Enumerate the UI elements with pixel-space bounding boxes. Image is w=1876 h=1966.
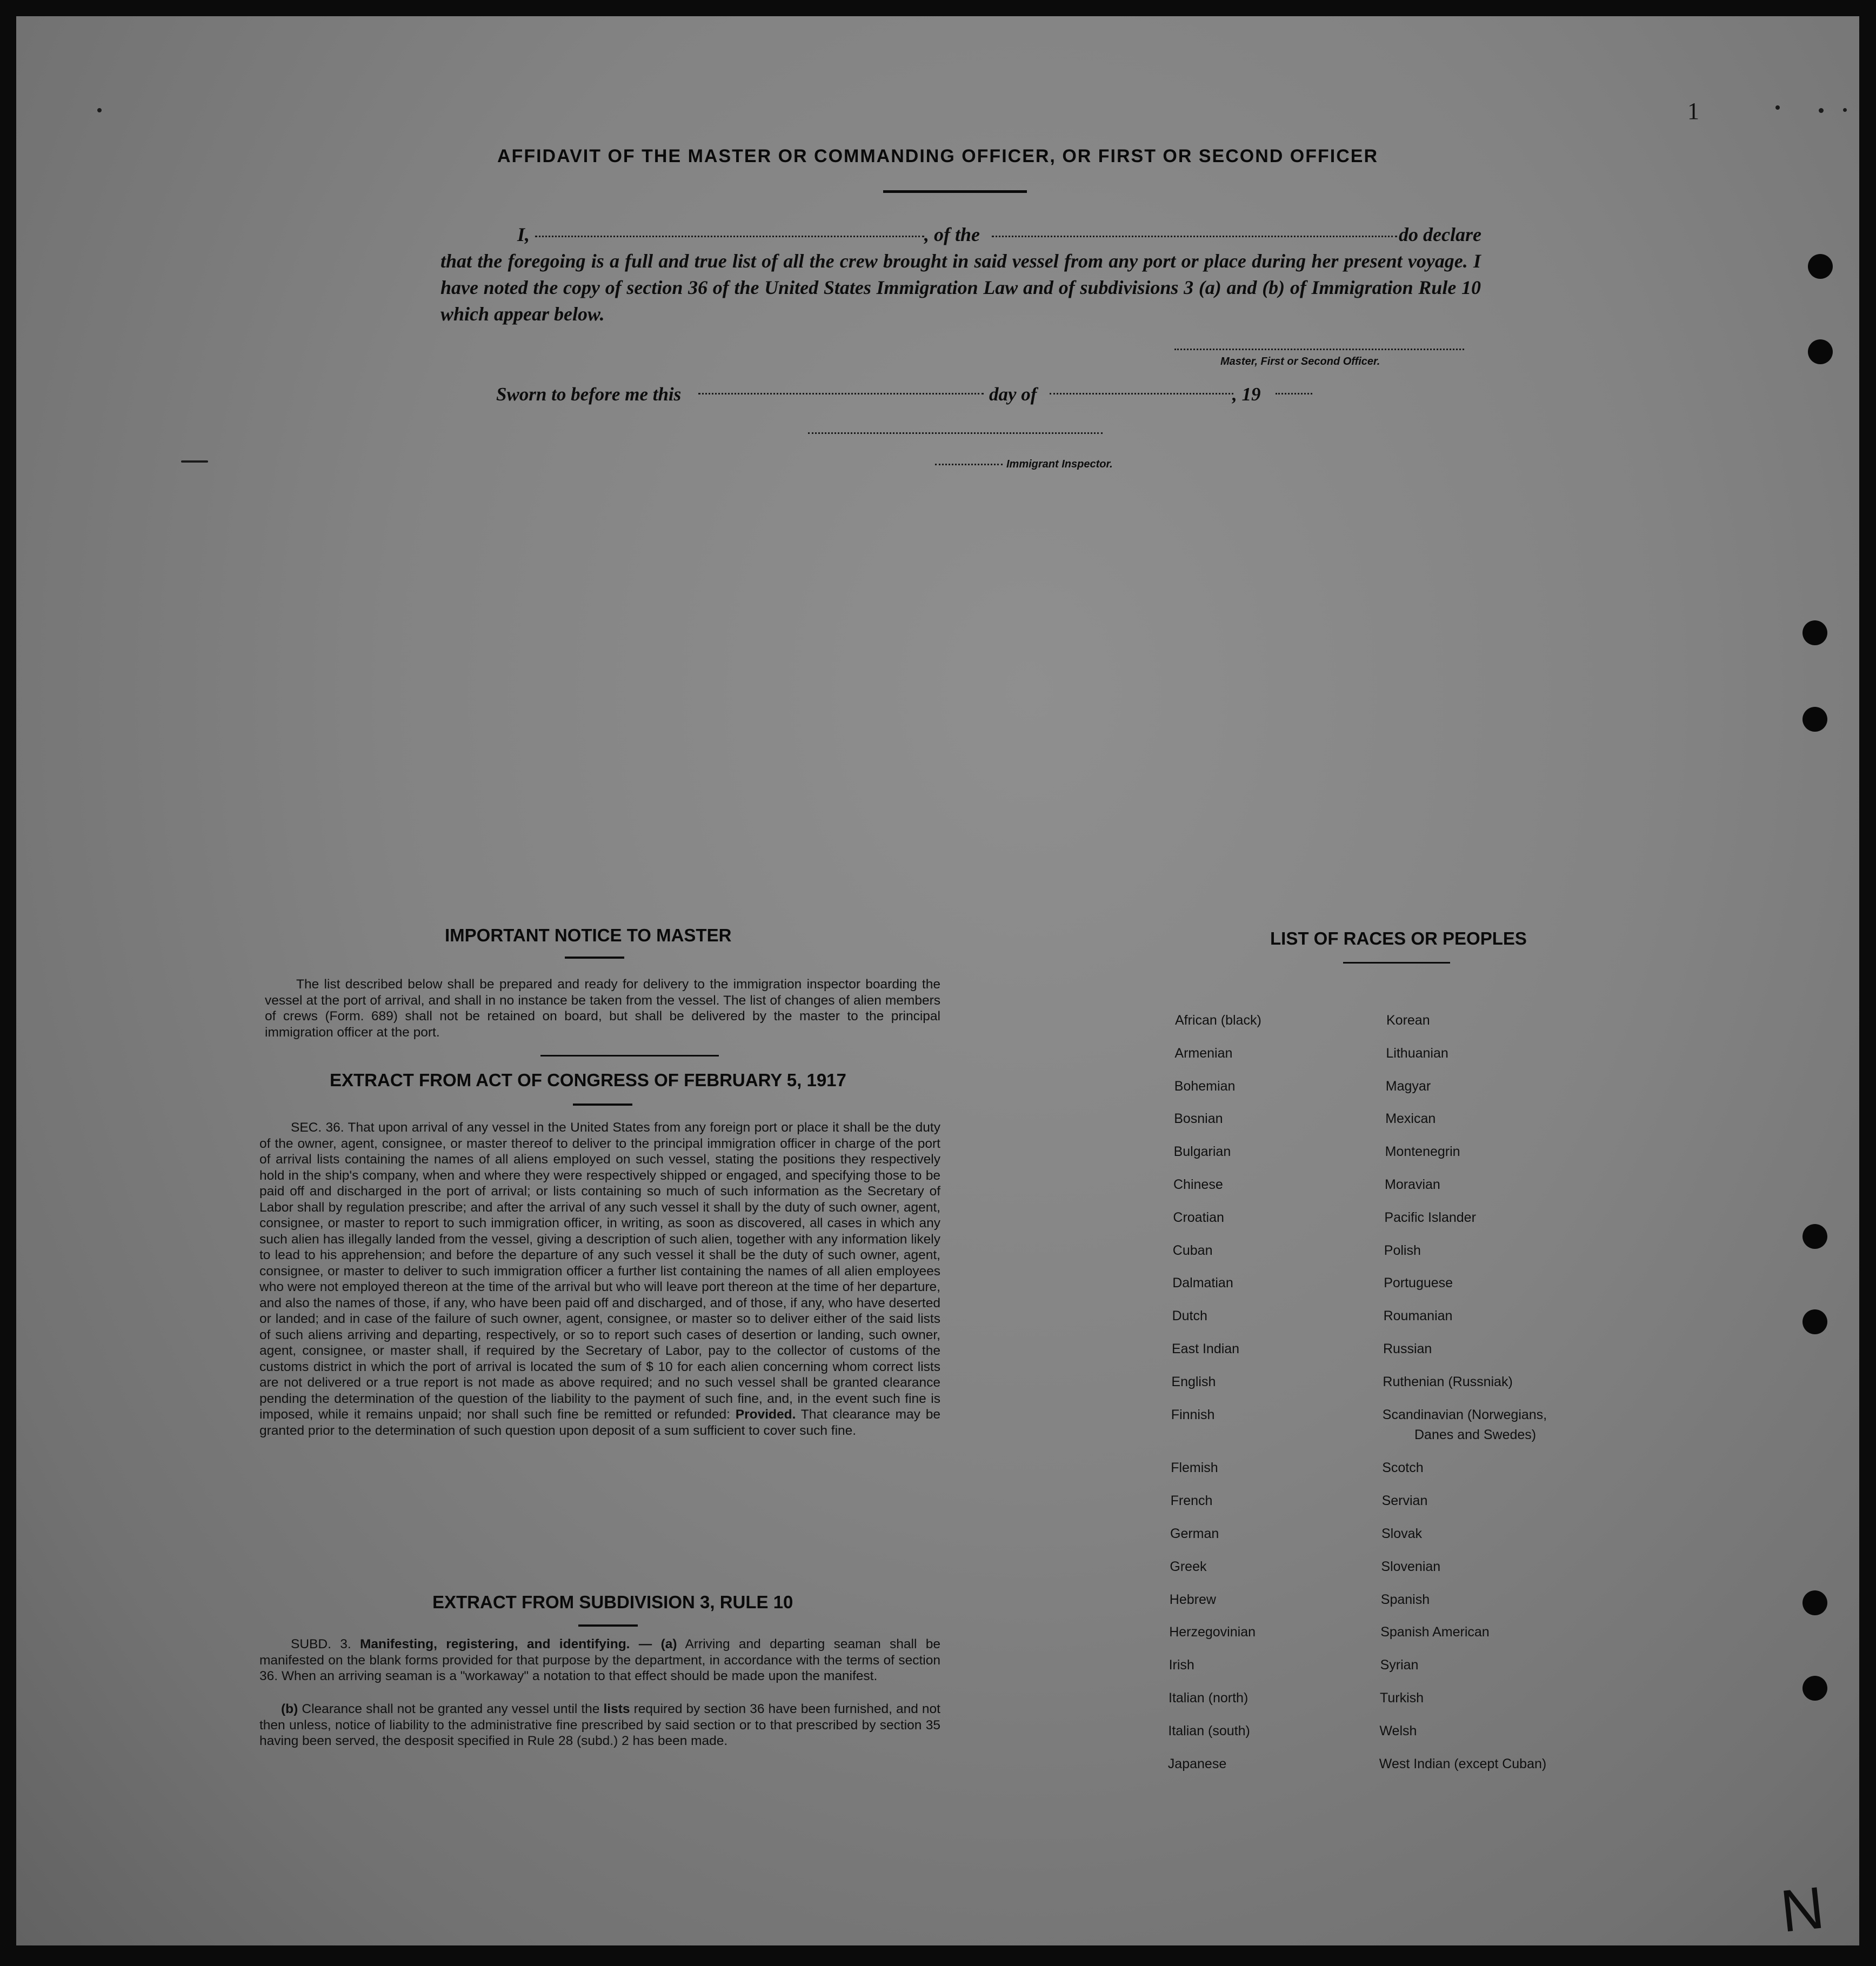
race-item: Roumanian (1383, 1308, 1453, 1324)
race-item: Slovak (1381, 1526, 1423, 1541)
rule-subsection-b (259, 1701, 940, 1749)
race-item: Finnish (1171, 1407, 1215, 1422)
master-signature-line (1174, 349, 1464, 350)
sworn-text: Sworn to before me this (496, 384, 682, 405)
binder-hole (1802, 1224, 1827, 1249)
speck (1819, 108, 1824, 113)
race-item: Croatian (1173, 1209, 1224, 1225)
binder-hole (1808, 339, 1833, 364)
act-title: EXTRACT FROM ACT OF CONGRESS OF FEBRUARY 5, 1917 (330, 1070, 846, 1090)
race-item: Polish (1384, 1242, 1421, 1258)
document-page (16, 16, 1859, 1945)
binder-hole (1802, 707, 1827, 732)
race-item: Bosnian (1174, 1111, 1223, 1127)
rule-rule (578, 1624, 638, 1627)
rule-b-text-end: required by section 36 have been furnished, and not then unless, notice of liability to the administrative fine prescribed by said section or to that prescribed by section 35 having been served, the desposit specified in Rule 28 (subd.) 2 has been made. (259, 1702, 940, 1748)
race-item: Herzegovinian (1169, 1624, 1256, 1640)
race-item: Armenian (1174, 1045, 1233, 1061)
year-text: , 19 (1232, 384, 1261, 405)
binder-hole (1802, 1590, 1827, 1615)
notice-title: IMPORTANT NOTICE TO MASTER (445, 925, 732, 945)
race-item: Magyar (1385, 1078, 1431, 1094)
rule-b-marker: (b) (281, 1702, 298, 1716)
binder-hole (1802, 1309, 1827, 1334)
race-item: African (black) (1175, 1013, 1261, 1028)
race-item: Lithuanian (1386, 1045, 1448, 1061)
race-item: Chinese (1173, 1177, 1223, 1192)
sworn-date-blank (698, 393, 984, 394)
race-item: Portuguese (1384, 1275, 1453, 1291)
speck (97, 108, 102, 112)
race-item: Greek (1170, 1559, 1207, 1574)
affidavit-declaration (440, 222, 1481, 327)
act-rule (573, 1104, 632, 1106)
race-item: Slovenian (1381, 1559, 1441, 1574)
race-item: Montenegrin (1385, 1144, 1460, 1160)
race-item: Syrian (1380, 1657, 1419, 1673)
of-the-text: , of the (924, 224, 980, 245)
rule-subd-label: SUBD. 3. (291, 1637, 351, 1651)
race-item: Welsh (1379, 1723, 1417, 1738)
race-item: Scotch (1382, 1460, 1424, 1476)
race-item: West Indian (except Cuban) (1379, 1756, 1547, 1771)
race-item: Scandinavian (Norwegians, (1382, 1407, 1547, 1422)
notice-text: The list described below shall be prepared and ready for delivery to the immigration inspector boarding the vessel at the port of arrival, and shall in no instance be taken from the vessel. The list of changes of alien members of crews (Form. 689) shall not be retained on board, but shall be delivered by the master to the principal immigration officer at the port. (265, 977, 940, 1040)
act-section-text (259, 1120, 940, 1439)
race-item: English (1171, 1374, 1216, 1389)
rule-a-text: Arriving and departing seaman shall be manifested on the blank forms provided for that purpose by the department, in accordance with the terms of section 36. When an arriving seaman is a "workaway" a notation to that effect should be made upon the manifest. (259, 1637, 941, 1683)
sworn-year-blank (1276, 393, 1312, 394)
race-item: Russian (1383, 1341, 1432, 1356)
rule-subsection-a (259, 1636, 940, 1684)
race-item: Hebrew (1169, 1591, 1216, 1607)
inspector-signature-line (808, 432, 1103, 434)
race-item: Dalmatian (1172, 1275, 1233, 1291)
race-item: Turkish (1380, 1690, 1424, 1706)
vessel-blank (992, 222, 1397, 237)
speck (1775, 105, 1780, 110)
race-item: Danes and Swedes) (1414, 1427, 1537, 1442)
race-item: Servian (1381, 1493, 1428, 1509)
act-provided: Provided. (735, 1407, 796, 1422)
page-number: 1 (1687, 98, 1699, 124)
title-underline (883, 190, 1027, 193)
rule-b-text-start: Clearance shall not be granted any vessel until the (302, 1702, 600, 1716)
rule-a-marker: — (a) (638, 1637, 677, 1651)
race-item: East Indian (1172, 1341, 1240, 1356)
race-item: Irish (1169, 1657, 1194, 1673)
race-item: Bulgarian (1173, 1144, 1231, 1160)
notice-divider (540, 1055, 719, 1056)
race-item: Flemish (1171, 1460, 1218, 1476)
race-item: Dutch (1172, 1308, 1207, 1324)
race-item: Spanish (1380, 1591, 1430, 1607)
race-item: Moravian (1385, 1177, 1440, 1192)
rule-title: EXTRACT FROM SUBDIVISION 3, RULE 10 (432, 1592, 793, 1612)
act-text-proviso: That clearance may be granted prior to the determination of such question upon deposit of a sum sufficient to cover such fine. (259, 1407, 940, 1438)
speck (1843, 108, 1847, 112)
act-text-main: SEC. 36. That upon arrival of any vessel in the United States from any foreign port or place it shall be the duty of the owner, agent, consignee, or master thereof to deliver to the principal immigration officer in charge of the port of arrival lists containing the names of all aliens employed on such vessel, stating the positions they respectively hold in the ship's company, when and where they were respectively shipped or engaged, and specifying those to be paid off and discharged in the port of arrival; or lists containing so much of such information as the Secretary of Labor shall by regulation prescribe; and after the arrival of any such vessel it shall by the duty of such owner, agent, consignee, or master to report to such immigration officer, in writing, as soon as discovered, all cases in which any such alien has illegally landed from the vessel, giving a description of such alien, together with any information likely to lead to his apprehension; and before the departure of any such vessel it shall be the duty of such owner, agent, consignee, or master to deliver to such immigration officer a further list containing the names of all alien employees who were not employed thereon at the time of the arrival but who will leave port thereon at the time of her departure, and also the names of those, if any, who have been paid off and discharged, and of those, if any, who have deserted or landed; and in case of the failure of such owner, agent, consignee, or master so to deliver either of the said lists of such aliens arriving and departing, respectively, or so to report such cases of desertion or landing, such owner, agent, consignee, or master shall, if required by the Secretary of Labor, pay to the collector of customs of the customs district in which the port of arrival is located the sum of $ 10 for each alien concerning whom correct lists are not delivered or a true report is not made as above required; and no such vessel shall be granted clearance pending the determination of the question of the liability to the payment of such fine, and, in the event such fine is imposed, while it remains unpaid; nor shall such fine be remitted or refunded: (259, 1120, 940, 1422)
declaration-body: that the foregoing is a full and true list of all the crew brought in said vessel from any port or place during her present voyage. I have noted the copy of section 36 of the United States Immigration Law and of subdivisions 3 (a) and (b) of Immigration Rule 10 which appear below. (440, 250, 1481, 325)
notice-rule (565, 957, 624, 959)
speck (181, 460, 208, 463)
race-item: German (1170, 1526, 1219, 1541)
race-item: Mexican (1385, 1111, 1436, 1127)
rule-b-lists: lists (603, 1702, 630, 1716)
name-blank (535, 222, 924, 237)
race-item: Spanish American (1380, 1624, 1490, 1640)
do-declare-text: do declare (1399, 224, 1481, 245)
race-item: Bohemian (1174, 1078, 1236, 1094)
inspector-prefix-line (935, 464, 1003, 465)
declaration-first-line (440, 222, 1481, 248)
sworn-month-blank (1050, 393, 1233, 394)
day-of-text: day of (989, 384, 1037, 405)
corner-mark: N (1777, 1874, 1827, 1945)
race-item: Ruthenian (Russniak) (1383, 1374, 1513, 1389)
race-item: Italian (south) (1168, 1723, 1250, 1738)
race-item: Cuban (1172, 1242, 1213, 1258)
inspector-label: Immigrant Inspector. (1006, 458, 1113, 470)
binder-hole (1808, 254, 1833, 279)
declaration-pronoun: I, (517, 224, 530, 245)
binder-hole (1802, 620, 1827, 645)
race-item: French (1170, 1493, 1213, 1509)
races-title: LIST OF RACES OR PEOPLES (1270, 928, 1527, 948)
affidavit-title: AFFIDAVIT OF THE MASTER OR COMMANDING OFFICER, OR FIRST OR SECOND OFFICER (497, 146, 1378, 166)
race-item: Pacific Islander (1384, 1209, 1476, 1225)
race-item: Korean (1386, 1013, 1430, 1028)
master-label: Master, First or Second Officer. (1220, 356, 1380, 367)
race-item: Japanese (1167, 1756, 1227, 1771)
rule-subd-heading: Manifesting, registering, and identifying. (359, 1637, 630, 1651)
race-item: Italian (north) (1169, 1690, 1249, 1706)
races-rule (1343, 962, 1450, 964)
binder-hole (1802, 1676, 1827, 1701)
